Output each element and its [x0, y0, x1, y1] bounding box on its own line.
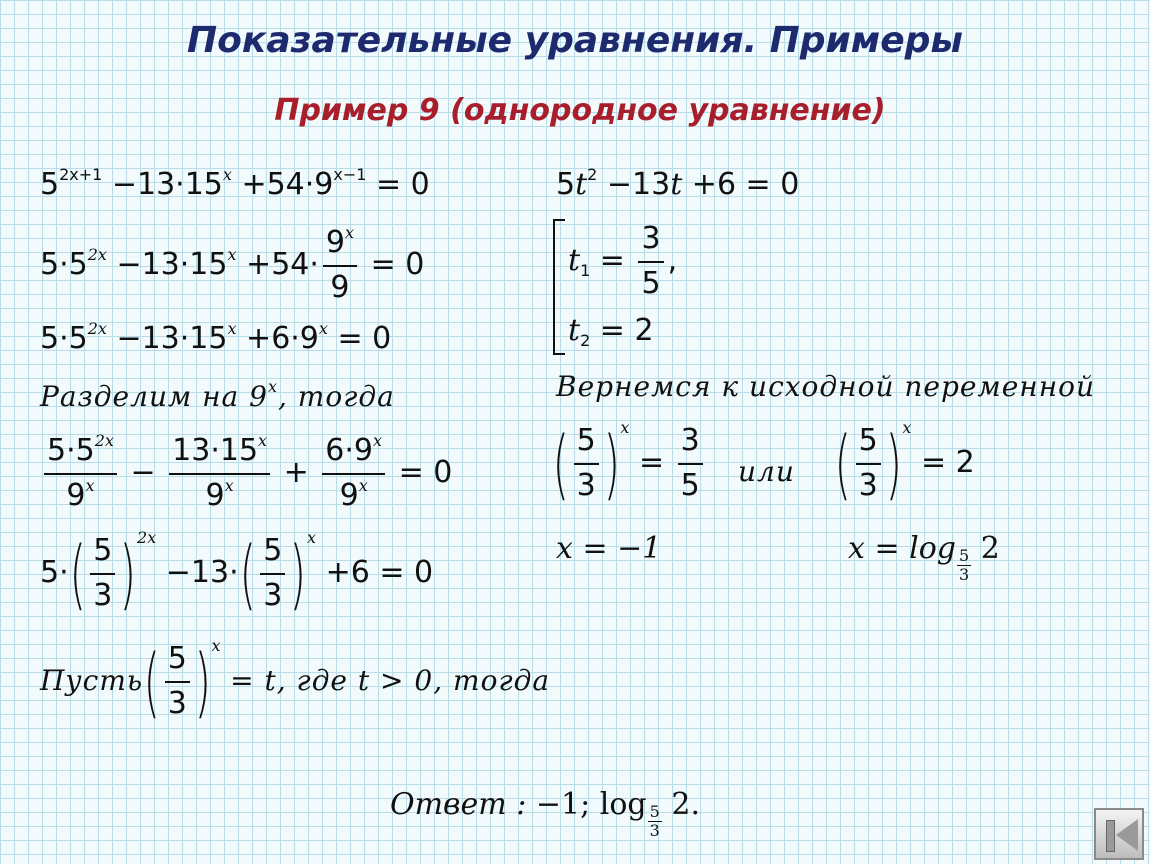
equation-5: 5·( $\frac{5}{3}$ )2x −13·( $\frac{5}{3}$ )x +6 = 0	[40, 528, 434, 618]
root-t2: $t_2 = 2$	[568, 313, 654, 350]
quadratic-equation: $5t^2 -13t +6 = 0$	[556, 165, 800, 202]
first-slide-icon	[1106, 820, 1115, 852]
or-label: или	[738, 455, 795, 488]
first-slide-button[interactable]	[1094, 808, 1144, 860]
solution-bracket	[553, 219, 565, 355]
equation-2: $5\cdot 5^{2x} -13\cdot 15^x +54\cdot$ $\frac{9^x}{9}$ = 0	[40, 223, 425, 305]
return-statement: Вернемся к исходной переменной	[556, 370, 1096, 403]
solution-2: x = log $\frac{5}{3}$ 2	[848, 531, 1000, 584]
answer-line: Ответ : −1; log $\frac{5}{3}$ 2.	[390, 787, 700, 840]
root-t1: $t_1$ = $\frac{3}{5}$ ,	[568, 221, 678, 301]
substitution-statement: Пусть( $\frac{5}{3}$ )x = t, где t > 0, тогда	[40, 636, 551, 726]
equation-1: $5^{2x+1} -13\cdot 15^x +54\cdot 9^{x-1} = 0$	[40, 165, 430, 202]
page-title: Показательные уравнения. Примеры	[187, 20, 963, 61]
equation-4: $\frac{5\cdot 5^{2x}}{9^x}$ − $\frac{13\cdot 15^x}{9^x}$ + $\frac{6\cdot 9^x}{9^x}$ = 0	[40, 434, 452, 513]
equation-3: $5\cdot 5^{2x} -13\cdot 15^x +6\cdot 9^x = 0$	[40, 319, 392, 356]
back-sub-2: ( $\frac{5}{3}$ )x = 2	[834, 418, 975, 508]
example-subtitle: Пример 9 (однородное уравнение)	[274, 93, 886, 128]
solution-1: x = −1	[556, 531, 662, 566]
back-arrow-icon	[1116, 819, 1138, 851]
back-sub-1: ( $\frac{5}{3}$ )x = $\frac{3}{5}$	[552, 424, 707, 503]
divide-statement: Разделим на 9$^x$, тогда	[40, 377, 395, 413]
